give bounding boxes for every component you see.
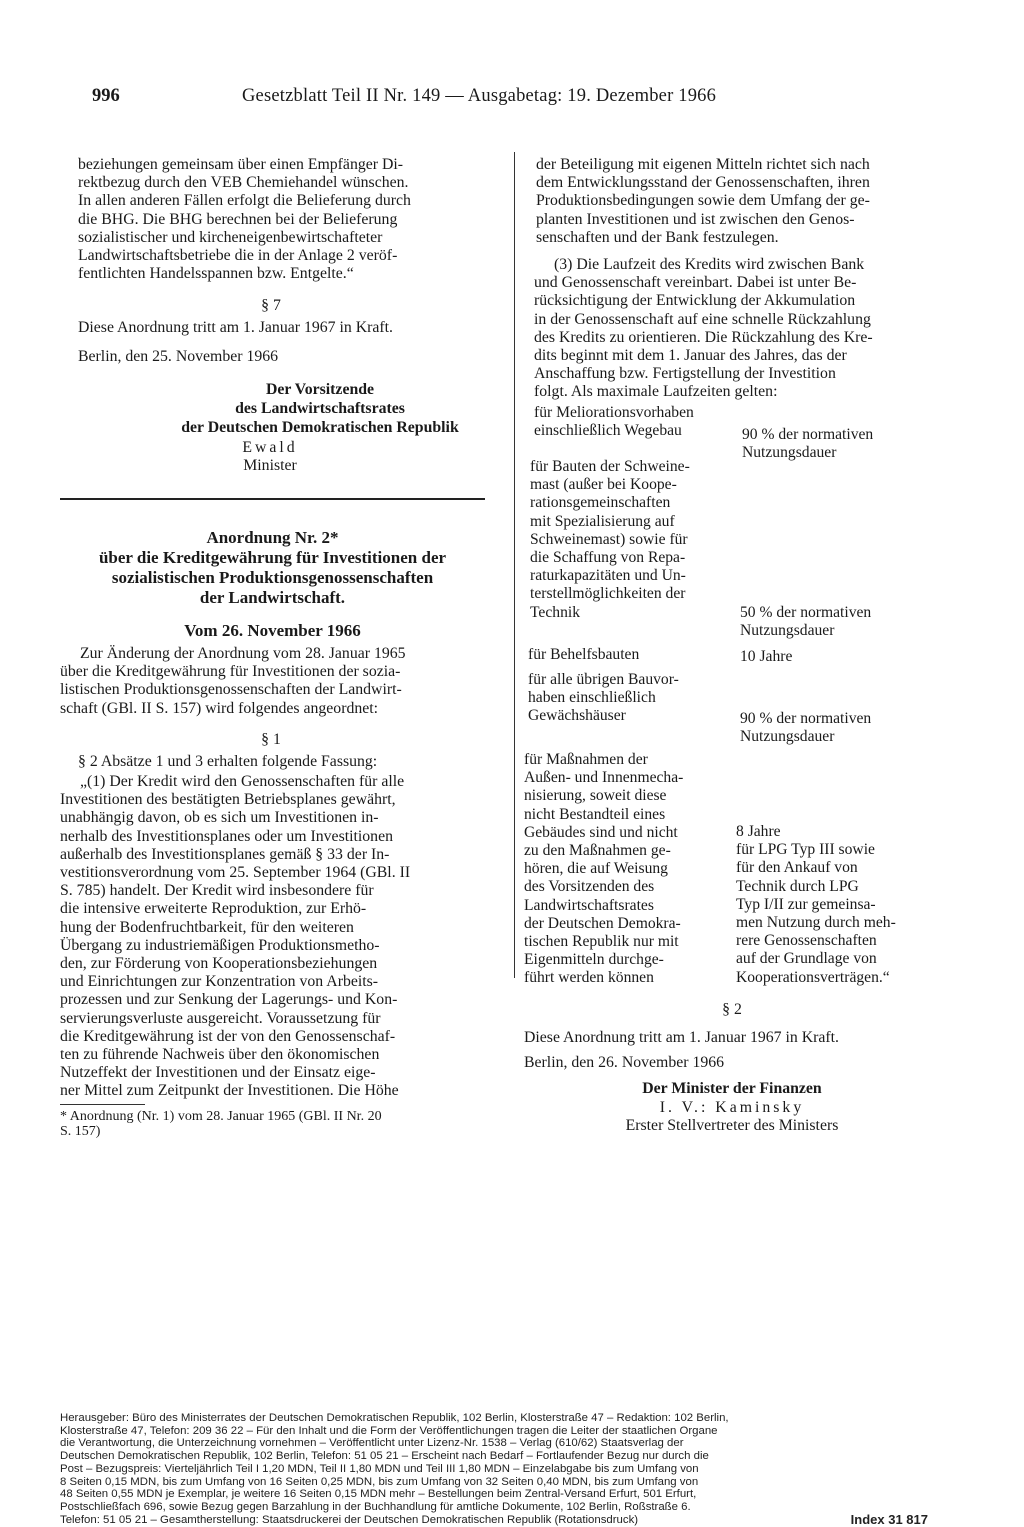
text-line: Investitionen des bestätigten Betriebsplanes gewährt, xyxy=(60,791,396,809)
text-line: Landwirtschaftsbetriebe die in der Anlage 2 veröf- xyxy=(78,247,398,265)
term-line: die Schaffung von Repa- xyxy=(530,549,686,567)
term-line: einschließlich Wegebau xyxy=(534,422,682,440)
intro-paragraph xyxy=(78,156,482,283)
term-value: 50 % der normativen xyxy=(740,604,872,621)
term-value: für den Ankauf von xyxy=(736,859,858,877)
footnote-rule xyxy=(60,1104,145,1105)
text-line: vestitionsverordnung vom 25. September 1964 (GBl. II xyxy=(60,864,411,882)
footnote xyxy=(60,1109,482,1139)
order-title-line: über die Kreditgewährung für Investitionen der xyxy=(98,548,447,567)
text-line: „(1) Der Kredit wird den Genossenschaften für alle xyxy=(80,773,405,790)
term-line: tischen Republik nur mit xyxy=(524,933,679,951)
term-line: für alle übrigen Bauvor- xyxy=(528,671,679,688)
term-value: Typ I/II zur gemeinsa- xyxy=(736,895,876,913)
term-value: 90 % der normativen xyxy=(742,426,874,443)
term-row-3-left xyxy=(528,646,728,664)
signer-name-right: I. V.: Kaminsky xyxy=(659,1099,805,1116)
term-line: zu den Maßnahmen ge- xyxy=(524,842,671,860)
right-top-paragraph xyxy=(536,156,940,247)
text-line: in der Genossenschaft auf eine schnelle Rückzahlung xyxy=(534,310,871,328)
term-value: Nutzungsdauer xyxy=(740,622,835,640)
term-line: haben einschließlich xyxy=(528,689,656,707)
text-line: folgt. Als maximale Laufzeiten gelten: xyxy=(534,383,778,401)
term-row-5-left xyxy=(524,751,724,988)
term-line: Gebäudes sind und nicht xyxy=(524,823,678,841)
imprint-line: die Verantwortung, die Unterzeichnung vornehmen – Veröffentlicht unter Lizenz-Nr. 1538 – Verlag (610/62) Staatsverlag der xyxy=(60,1437,684,1450)
imprint-last-line: Telefon: 51 05 21 – Gesamtherstellung: Staatsdruckerei der Deutschen Demokratischen Republik (Rotationsdruck) xyxy=(60,1513,639,1526)
imprint-line: Herausgeber: Büro des Ministerrates der Deutschen Demokratischen Republik, 102 Berlin, Klosterstraße 47 – Redaktion: 102 Berlin, xyxy=(60,1412,729,1424)
section-2-text: Diese Anordnung tritt am 1. Januar 1967 in Kraft. xyxy=(524,1029,839,1046)
signer-line: Der Vorsitzende xyxy=(265,381,375,398)
term-value: auf der Grundlage von xyxy=(736,950,877,968)
section-7-heading: § 7 xyxy=(261,297,281,314)
text-line: Zur Änderung der Anordnung vom 28. Januar 1965 xyxy=(80,645,406,662)
section-2-heading: § 2 xyxy=(722,1001,742,1018)
signer-title-right: Erster Stellvertreter des Ministers xyxy=(625,1117,839,1134)
date-line-left: Berlin, den 25. November 1966 xyxy=(78,348,279,365)
text-line: rücksichtigung der Entwicklung der Akkumulation xyxy=(534,292,856,310)
text-line: prozessen und zur Senkung der Lagerungs- und Kon- xyxy=(60,991,398,1009)
footnote-line: * Anordnung (Nr. 1) vom 28. Januar 1965 (GBl. II Nr. 20 xyxy=(60,1109,382,1124)
signer-right: Der Minister der Finanzen xyxy=(642,1080,822,1097)
term-line: Landwirtschaftsrates xyxy=(524,896,654,914)
order-title-line: Anordnung Nr. 2* xyxy=(206,528,339,547)
term-value: 10 Jahre xyxy=(740,648,793,665)
text-line: (3) Die Laufzeit des Kredits wird zwischen Bank xyxy=(554,256,865,273)
text-line: die intensive erweiterte Reproduktion, zur Erhö- xyxy=(60,900,367,918)
text-line: der Beteiligung mit eigenen Mitteln richtet sich nach xyxy=(536,156,870,173)
imprint-line: Postschließfach 696, sowie Bezug gegen Barzahlung in der Buchhandlung für amtliche Dokumente, 102 Berlin, Roßstraße 6. xyxy=(60,1500,691,1513)
term-value: Nutzungsdauer xyxy=(740,728,835,746)
imprint xyxy=(60,1412,928,1526)
imprint-line xyxy=(60,1511,928,1527)
term-value: Kooperationsverträgen.“ xyxy=(736,968,890,986)
term-line: rationsgemeinschaften xyxy=(530,494,671,512)
text-line: des Kredits zu orientieren. Die Rückzahlung des Kre- xyxy=(534,328,873,346)
term-line: für Meliorationsvorhaben xyxy=(534,404,694,421)
term-line: Schweinemast) sowie für xyxy=(530,530,688,548)
text-line: hung der Bodenfruchtbarkeit, für den weiteren xyxy=(60,918,354,936)
index-label: Index 31 817 xyxy=(850,1511,928,1527)
text-line: unabhängig davon, ob es sich um Investitionen in- xyxy=(60,809,379,827)
text-line: sozialistischer und kircheneigenbewirtschafteter xyxy=(78,228,383,246)
section-7-text: Diese Anordnung tritt am 1. Januar 1967 in Kraft. xyxy=(78,319,393,336)
term-line: der Deutschen Demokra- xyxy=(524,914,681,932)
column-divider xyxy=(514,152,515,978)
term-value: für LPG Typ III sowie xyxy=(736,841,875,859)
order-title-line: der Landwirtschaft. xyxy=(199,588,346,607)
text-line: Anschaffung bzw. Fertigstellung der Investition xyxy=(534,365,836,383)
section-1-intro: § 2 Absätze 1 und 3 erhalten folgende Fassung: xyxy=(78,753,378,770)
term-line: nicht Bestandteil eines xyxy=(524,805,666,823)
imprint-line: Deutschen Demokratischen Republik, 102 Berlin, Telefon: 51 05 21 – Erscheint nach Bedarf – Fortlaufender Bezug nur durch die xyxy=(60,1450,709,1463)
order-title-line: sozialistischen Produktionsgenossenschaften xyxy=(111,568,434,587)
imprint-line: 48 Seiten 0,55 MDN je Exemplar, je weitere 16 Seiten 0,15 MDN mehr – Bestellungen beim Zentral-Versand Erfurt, 501 Erfurt, xyxy=(60,1488,697,1501)
imprint-line: Post – Bezugspreis: Vierteljährlich Teil I 1,20 MDN, Teil II 1,80 MDN und Teil III 1,80 MDN – Einzelabgabe bis zum Umfang von xyxy=(60,1462,699,1475)
text-line: den, zur Förderung von Kooperationsbeziehungen xyxy=(60,955,378,973)
term-value: rere Genossenschaften xyxy=(736,932,877,950)
term-row-1-right xyxy=(742,426,942,462)
text-line: In allen anderen Fällen erfolgt die Belieferung durch xyxy=(78,192,411,210)
term-line: hören, die auf Weisung xyxy=(524,860,668,878)
term-line: terstellmöglichkeiten der xyxy=(530,585,686,603)
order-date: Vom 26. November 1966 xyxy=(184,621,361,640)
term-value: Technik durch LPG xyxy=(736,877,859,895)
term-row-2-right xyxy=(740,604,940,640)
text-line: fentlichten Handelsspannen bzw. Entgelte.“ xyxy=(78,265,354,283)
term-row-3-right xyxy=(740,648,940,666)
term-line: für Maßnahmen der xyxy=(524,751,648,768)
text-line: S. 785) handelt. Der Kredit wird insbesondere für xyxy=(60,882,374,900)
text-line: und Genossenschaft vereinbart. Dabei ist unter Be- xyxy=(534,274,857,292)
text-line: planten Investitionen und ist zwischen den Genos- xyxy=(536,210,855,228)
preamble xyxy=(60,645,482,718)
text-line: und Einrichtungen zur Konzentration von Arbeits- xyxy=(60,973,379,991)
term-row-4-left xyxy=(528,671,728,726)
text-line: ten zu führende Nachweis über den ökonomischen xyxy=(60,1046,380,1064)
term-line: raturkapazitäten und Un- xyxy=(530,567,686,585)
text-line: Nutzeffekt der Investitionen und der Einsatz eige- xyxy=(60,1064,376,1082)
text-line: ner Mittel zum Zeitpunkt der Investitionen. Die Höhe xyxy=(60,1082,399,1100)
imprint-line: 8 Seiten 0,15 MDN, bis zum Umfang von 16 Seiten 0,25 MDN, bis zum Umfang von 32 Seiten 0,40 MDN, bis zum Umfang von xyxy=(60,1475,699,1488)
imprint-line: Klosterstraße 47, Telefon: 209 36 22 – Für den Inhalt und die Form der Veröffentlichungen tragen die Leiter der staatlichen Organe xyxy=(60,1424,718,1437)
footnote-line: S. 157) xyxy=(60,1124,101,1139)
term-line: Gewächshäuser xyxy=(528,707,626,725)
text-line: die Kreditgewährung ist der von den Genossenschaf- xyxy=(60,1027,396,1045)
page-number: 996 xyxy=(92,86,120,106)
section-1-heading: § 1 xyxy=(261,731,281,748)
page-header xyxy=(92,86,952,116)
text-line: Übergang zu industriemäßigen Produktionsmetho- xyxy=(60,936,380,954)
term-row-1-left xyxy=(534,404,734,440)
text-line: nerhalb des Investitionsplanes oder um Investitionen xyxy=(60,827,393,845)
text-line: beziehungen gemeinsam über einen Empfänger Di- xyxy=(78,156,404,173)
term-row-2-left xyxy=(530,458,730,622)
paragraph-3 xyxy=(534,256,940,402)
text-line: Produktionsbedingungen sowie dem Umfang der ge- xyxy=(536,192,870,210)
header-title: Gesetzblatt Teil II Nr. 149 — Ausgabetag: 19. Dezember 1966 xyxy=(242,86,717,106)
term-line: Außen- und Innenmecha- xyxy=(524,769,684,787)
signer-name-left: Ewald xyxy=(242,439,298,456)
signer-line: des Landwirtschaftsrates xyxy=(235,400,405,417)
term-line: Eigenmitteln durchge- xyxy=(524,951,664,969)
term-line: führt werden können xyxy=(524,969,654,987)
term-value: men Nutzung durch meh- xyxy=(736,914,896,932)
signer-line: der Deutschen Demokratischen Republik xyxy=(181,419,459,436)
signer-block-left xyxy=(150,380,490,437)
term-value: 90 % der normativen xyxy=(740,710,872,727)
term-line: Technik xyxy=(530,603,581,621)
term-line: des Vorsitzenden des xyxy=(524,878,655,896)
text-line: servierungsverluste ausgereicht. Voraussetzung für xyxy=(60,1009,381,1027)
signer-title-left: Minister xyxy=(243,457,297,474)
term-line: nisierung, soweit diese xyxy=(524,787,667,805)
text-line: dem Entwicklungsstand der Genossenschaften, ihren xyxy=(536,174,870,192)
date-line-right: Berlin, den 26. November 1966 xyxy=(524,1054,725,1071)
term-line: mit Spezialisierung auf xyxy=(530,512,675,530)
text-line: über die Kreditgewährung für Investitionen der sozia- xyxy=(60,663,401,681)
text-line: schaft (GBl. II S. 157) wird folgendes angeordnet: xyxy=(60,699,379,717)
order-title xyxy=(60,528,485,608)
term-line: für Bauten der Schweine- xyxy=(530,458,690,475)
section-1-body xyxy=(60,773,482,1101)
text-line: außerhalb des Investitionsplanes gemäß § 33 der In- xyxy=(60,845,390,863)
text-line: listischen Produktionsgenossenschaften der Landwirt- xyxy=(60,681,402,699)
term-value: 8 Jahre xyxy=(736,823,781,840)
term-line: mast (außer bei Koope- xyxy=(530,476,677,494)
text-line: rektbezug durch den VEB Chemiehandel wünschen. xyxy=(78,174,409,192)
text-line: die BHG. Die BHG berechnen bei der Belieferung xyxy=(78,210,398,228)
term-row-4-right xyxy=(740,710,940,746)
text-line: senschaften und der Bank festzulegen. xyxy=(536,228,779,246)
term-value: Nutzungsdauer xyxy=(742,444,837,462)
term-row-5-right xyxy=(736,823,946,987)
term-line: für Behelfsbauten xyxy=(528,646,640,663)
text-line: dits beginnt mit dem 1. Januar des Jahres, das der xyxy=(534,347,847,365)
section-divider xyxy=(60,498,485,500)
